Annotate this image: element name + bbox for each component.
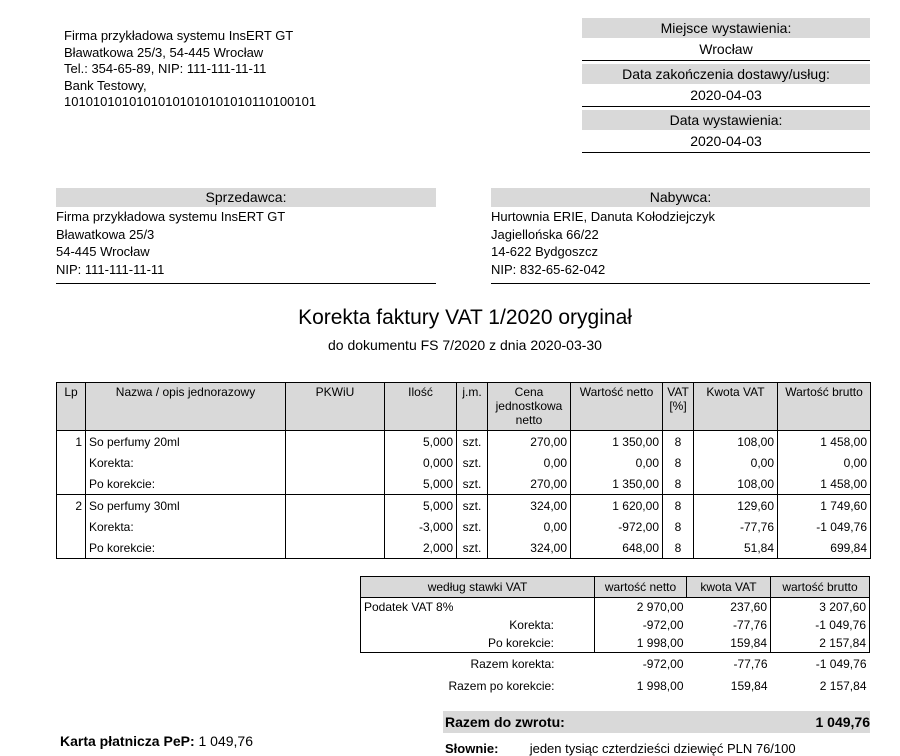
- seller-line: Firma przykładowa systemu InsERT GT: [56, 209, 286, 224]
- vat-header-row: [361, 577, 870, 598]
- buyer-line: Hurtownia ERIE, Danuta Kołodziejczyk: [491, 209, 715, 224]
- row-vat-amount: 108,00: [694, 473, 778, 495]
- col-lp: Lp: [57, 383, 86, 431]
- row-name: So perfumy 20ml: [86, 431, 286, 453]
- row-qty: -3,000: [385, 516, 457, 537]
- row-lp: [57, 537, 86, 559]
- row-vat-amount: -77,76: [694, 516, 778, 537]
- seller-line: Bławatkowa 25/3: [56, 226, 155, 242]
- vat-sum-row: [361, 653, 870, 676]
- row-unit: szt.: [457, 473, 488, 495]
- row-qty: 5,000: [385, 495, 457, 517]
- table-row: [57, 537, 871, 559]
- row-lp: [57, 516, 86, 537]
- row-name: Korekta:: [86, 516, 286, 537]
- row-price: 270,00: [488, 431, 571, 453]
- table-row: [57, 473, 871, 495]
- document-subtitle: do dokumentu FS 7/2020 z dnia 2020-03-30: [328, 337, 602, 353]
- row-vat: 8: [663, 516, 694, 537]
- row-qty: 0,000: [385, 452, 457, 473]
- row-unit: szt.: [457, 516, 488, 537]
- issuer-line: Tel.: 354-65-89, NIP: 111-111-11-11: [64, 61, 267, 76]
- words-label: Słownie:: [445, 741, 499, 756]
- vat-sum-vat: -77,76: [733, 657, 768, 671]
- vat-sum-net: -972,00: [642, 657, 684, 671]
- vat-row-gross: -1 049,76: [771, 616, 870, 634]
- vat-col-gross: wartość brutto: [771, 577, 870, 598]
- vat-row: [361, 634, 870, 653]
- card-label: Karta płatnicza PeP:: [60, 733, 195, 749]
- row-vat: 8: [663, 473, 694, 495]
- row-pkwiu: [286, 431, 385, 453]
- place-label: Miejsce wystawienia:: [582, 18, 870, 38]
- row-vat: 8: [663, 495, 694, 517]
- issuer-block: [64, 28, 316, 111]
- row-lp: 1: [57, 431, 86, 453]
- vat-row-label: Korekta:: [361, 616, 595, 634]
- row-pkwiu: [286, 473, 385, 495]
- issuer-line: Firma przykładowa systemu InsERT GT: [64, 28, 294, 43]
- row-price: 324,00: [488, 537, 571, 559]
- vat-sum-row: [361, 675, 870, 697]
- row-vat: 8: [663, 452, 694, 473]
- vat-row-net: 1 998,00: [595, 634, 687, 653]
- card-payment: [60, 733, 253, 749]
- table-row: [57, 495, 871, 517]
- row-unit: szt.: [457, 452, 488, 473]
- issuer-line: Bank Testowy,: [64, 77, 147, 93]
- vat-row-vat: -77,76: [732, 618, 767, 632]
- vat-summary-table: [360, 576, 870, 697]
- table-row: [57, 452, 871, 473]
- refund-label: Razem do zwrotu:: [445, 714, 565, 730]
- vat-row-net: -972,00: [642, 618, 684, 632]
- row-qty: 5,000: [385, 473, 457, 495]
- buyer-header: Nabywca:: [491, 188, 870, 207]
- row-price: 270,00: [488, 473, 571, 495]
- row-vat: 8: [663, 537, 694, 559]
- row-pkwiu: [286, 516, 385, 537]
- row-pkwiu: [286, 452, 385, 473]
- row-vat-amount: 51,84: [694, 537, 778, 559]
- issuer-line: Bławatkowa 25/3, 54-445 Wrocław: [64, 44, 264, 60]
- row-gross: 1 749,60: [778, 495, 871, 517]
- row-name: Po korekcie:: [86, 473, 286, 495]
- row-lp: [57, 473, 86, 495]
- row-vat-amount: 129,60: [694, 495, 778, 517]
- delivery-date-value: 2020-04-03: [582, 84, 870, 107]
- vat-sum-label: Razem korekta:: [470, 657, 555, 671]
- col-vat: VAT [%]: [663, 383, 694, 431]
- row-lp: [57, 452, 86, 473]
- items-table: [56, 382, 871, 559]
- vat-row-gross: 3 207,60: [771, 598, 870, 617]
- seller-header: Sprzedawca:: [56, 188, 436, 207]
- col-qty: Ilość: [385, 383, 457, 431]
- row-qty: 5,000: [385, 431, 457, 453]
- words-value: jeden tysiąc czterdzieści dziewięć PLN 76/100: [529, 741, 796, 756]
- col-vat-amount: Kwota VAT: [694, 383, 778, 431]
- place-value: Wrocław: [582, 38, 870, 61]
- row-net: 1 350,00: [571, 473, 663, 495]
- buyer-line: 14-622 Bydgoszcz: [491, 244, 598, 259]
- col-unit: j.m.: [457, 383, 488, 431]
- vat-row-vat: 237,60: [730, 600, 767, 614]
- vat-row-label: Po korekcie:: [361, 634, 595, 653]
- buyer-block: [491, 188, 870, 284]
- seller-block: [56, 188, 436, 284]
- row-lp: 2: [57, 495, 86, 517]
- vat-row: [361, 616, 870, 634]
- issue-date-value: 2020-04-03: [582, 130, 870, 153]
- row-gross: 699,84: [778, 537, 871, 559]
- vat-row-net: 2 970,00: [636, 600, 684, 614]
- row-name: Po korekcie:: [86, 537, 286, 559]
- col-price: Cena jednostkowa netto: [488, 383, 571, 431]
- row-gross: -1 049,76: [778, 516, 871, 537]
- row-unit: szt.: [457, 537, 488, 559]
- row-price: 0,00: [488, 516, 571, 537]
- seller-line: 54-445 Wrocław: [56, 244, 150, 259]
- col-gross: Wartość brutto: [778, 383, 871, 431]
- row-price: 324,00: [488, 495, 571, 517]
- table-row: [57, 431, 871, 453]
- vat-sum-gross: 2 157,84: [819, 679, 867, 693]
- row-net: 0,00: [571, 452, 663, 473]
- row-vat-amount: 0,00: [694, 452, 778, 473]
- vat-sum-vat: 159,84: [730, 679, 768, 693]
- vat-row: [361, 598, 870, 617]
- row-vat: 8: [663, 431, 694, 453]
- vat-row-label: Podatek VAT 8%: [361, 598, 595, 617]
- document-title: Korekta faktury VAT 1/2020 oryginał: [298, 306, 632, 329]
- document-meta: [582, 18, 870, 156]
- refund-value: 1 049,76: [815, 714, 870, 730]
- row-net: 648,00: [571, 537, 663, 559]
- row-net: 1 620,00: [571, 495, 663, 517]
- row-net: -972,00: [571, 516, 663, 537]
- row-price: 0,00: [488, 452, 571, 473]
- row-unit: szt.: [457, 495, 488, 517]
- issuer-line: 10101010101010101010101010110100101: [64, 94, 317, 109]
- vat-row-vat: 159,84: [687, 634, 771, 653]
- row-gross: 0,00: [778, 452, 871, 473]
- table-row: [57, 516, 871, 537]
- vat-sum-label: Razem po korekcie:: [448, 679, 555, 693]
- amount-in-words: [445, 741, 796, 756]
- row-qty: 2,000: [385, 537, 457, 559]
- buyer-line: Jagiellońska 66/22: [491, 226, 599, 242]
- row-gross: 1 458,00: [778, 431, 871, 453]
- vat-col-net: wartość netto: [595, 577, 687, 598]
- col-pkwiu: PKWiU: [286, 383, 385, 431]
- row-unit: szt.: [457, 431, 488, 453]
- vat-sum-net: 1 998,00: [636, 679, 684, 693]
- vat-sum-gross: -1 049,76: [815, 657, 867, 671]
- row-name: Korekta:: [86, 452, 286, 473]
- seller-line: NIP: 111-111-11-11: [56, 261, 165, 277]
- vat-col-rate: według stawki VAT: [361, 577, 595, 598]
- col-name: Nazwa / opis jednorazowy: [86, 383, 286, 431]
- row-gross: 1 458,00: [778, 473, 871, 495]
- row-pkwiu: [286, 495, 385, 517]
- items-header-row: [57, 383, 871, 431]
- col-net: Wartość netto: [571, 383, 663, 431]
- vat-col-vat: kwota VAT: [687, 577, 771, 598]
- issue-date-label: Data wystawienia:: [582, 110, 870, 130]
- delivery-date-label: Data zakończenia dostawy/usług:: [582, 64, 870, 84]
- row-name: So perfumy 30ml: [86, 495, 286, 517]
- row-vat-amount: 108,00: [694, 431, 778, 453]
- vat-row-gross: 2 157,84: [771, 634, 870, 653]
- row-net: 1 350,00: [571, 431, 663, 453]
- refund-total: [443, 711, 870, 733]
- row-pkwiu: [286, 537, 385, 559]
- card-value: 1 049,76: [198, 733, 253, 749]
- buyer-line: NIP: 832-65-62-042: [491, 261, 606, 277]
